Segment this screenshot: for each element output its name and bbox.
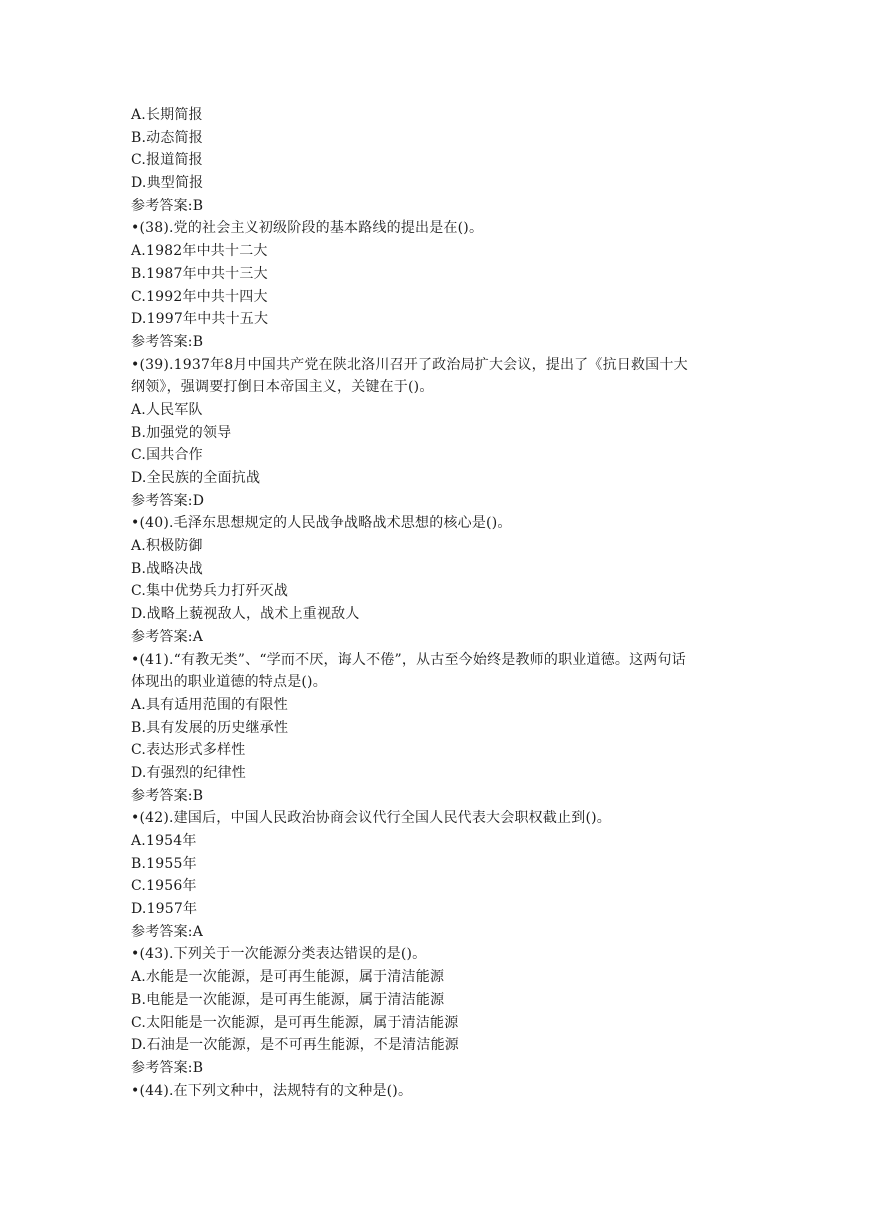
- option-b: B.1987年中共十三大: [131, 265, 268, 282]
- option-c: C.太阳能是一次能源，是可再生能源，属于清洁能源: [131, 1014, 459, 1031]
- option-c: C.1956年: [131, 878, 197, 895]
- question-44: •(44).在下列文种中，法规特有的文种是()。: [131, 1082, 413, 1099]
- option-b: B.1955年: [131, 855, 197, 872]
- option-c: C.国共合作: [131, 447, 203, 464]
- option-c: C.报道简报: [131, 152, 203, 169]
- option-a: A.水能是一次能源，是可再生能源，属于清洁能源: [131, 969, 445, 986]
- question-40: •(40).毛泽东思想规定的人民战争战略战术思想的核心是()。: [131, 515, 512, 532]
- answer-line: 参考答案:D: [131, 492, 205, 509]
- question-41-continued: 体现出的职业道德的特点是()。: [131, 674, 327, 691]
- option-c: C.表达形式多样性: [131, 742, 246, 759]
- option-d: D.有强烈的纪律性: [131, 764, 246, 781]
- option-d: D.全民族的全面抗战: [131, 470, 261, 486]
- option-a: A.1954年: [131, 833, 197, 849]
- document-page: [131, 104, 741, 1102]
- option-b: B.具有发展的历史继承性: [131, 719, 289, 736]
- option-b: B.动态简报: [131, 129, 203, 146]
- answer-line: 参考答案:B: [131, 333, 204, 350]
- option-a: A.人民军队: [131, 401, 203, 418]
- question-39: •(39).1937年8月中国共产党在陕北洛川召开了政治局扩大会议，提出了《抗日救国十大: [131, 356, 688, 373]
- option-a: A.1982年中共十二大: [131, 243, 268, 260]
- option-a: A.具有适用范围的有限性: [131, 696, 288, 713]
- option-d: D.石油是一次能源，是不可再生能源，不是清洁能源: [131, 1037, 459, 1054]
- answer-line: 参考答案:B: [131, 1059, 204, 1076]
- question-38: •(38).党的社会主义初级阶段的基本路线的提出是在()。: [131, 220, 484, 237]
- answer-line: 参考答案:B: [131, 787, 204, 804]
- option-d: D.典型简报: [131, 175, 204, 192]
- answer-line: 参考答案:B: [131, 197, 204, 214]
- question-39-continued: 纲领》，强调要打倒日本帝国主义，关键在于()。: [131, 379, 434, 396]
- option-d: D.1957年: [131, 901, 198, 918]
- option-d: D.战略上藐视敌人，战术上重视敌人: [131, 606, 360, 623]
- option-b: B.加强党的领导: [131, 424, 232, 441]
- question-41: •(41).“有教无类”、“学而不厌，诲人不倦”，从古至今始终是教师的职业道德。这两句话: [131, 651, 686, 668]
- answer-line: 参考答案:A: [131, 628, 204, 645]
- option-d: D.1997年中共十五大: [131, 311, 269, 328]
- question-42: •(42).建国后，中国人民政治协商会议代行全国人民代表大会职权截止到()。: [131, 810, 611, 827]
- option-b: B.电能是一次能源，是可再生能源，属于清洁能源: [131, 991, 445, 1008]
- answer-line: 参考答案:A: [131, 923, 204, 940]
- option-c: C.1992年中共十四大: [131, 288, 268, 305]
- option-a: A.积极防御: [131, 538, 203, 555]
- question-43: •(43).下列关于一次能源分类表达错误的是()。: [131, 946, 427, 963]
- option-a: A.长期简报: [131, 107, 203, 123]
- option-b: B.战略决战: [131, 560, 203, 577]
- option-c: C.集中优势兵力打歼灭战: [131, 583, 289, 600]
